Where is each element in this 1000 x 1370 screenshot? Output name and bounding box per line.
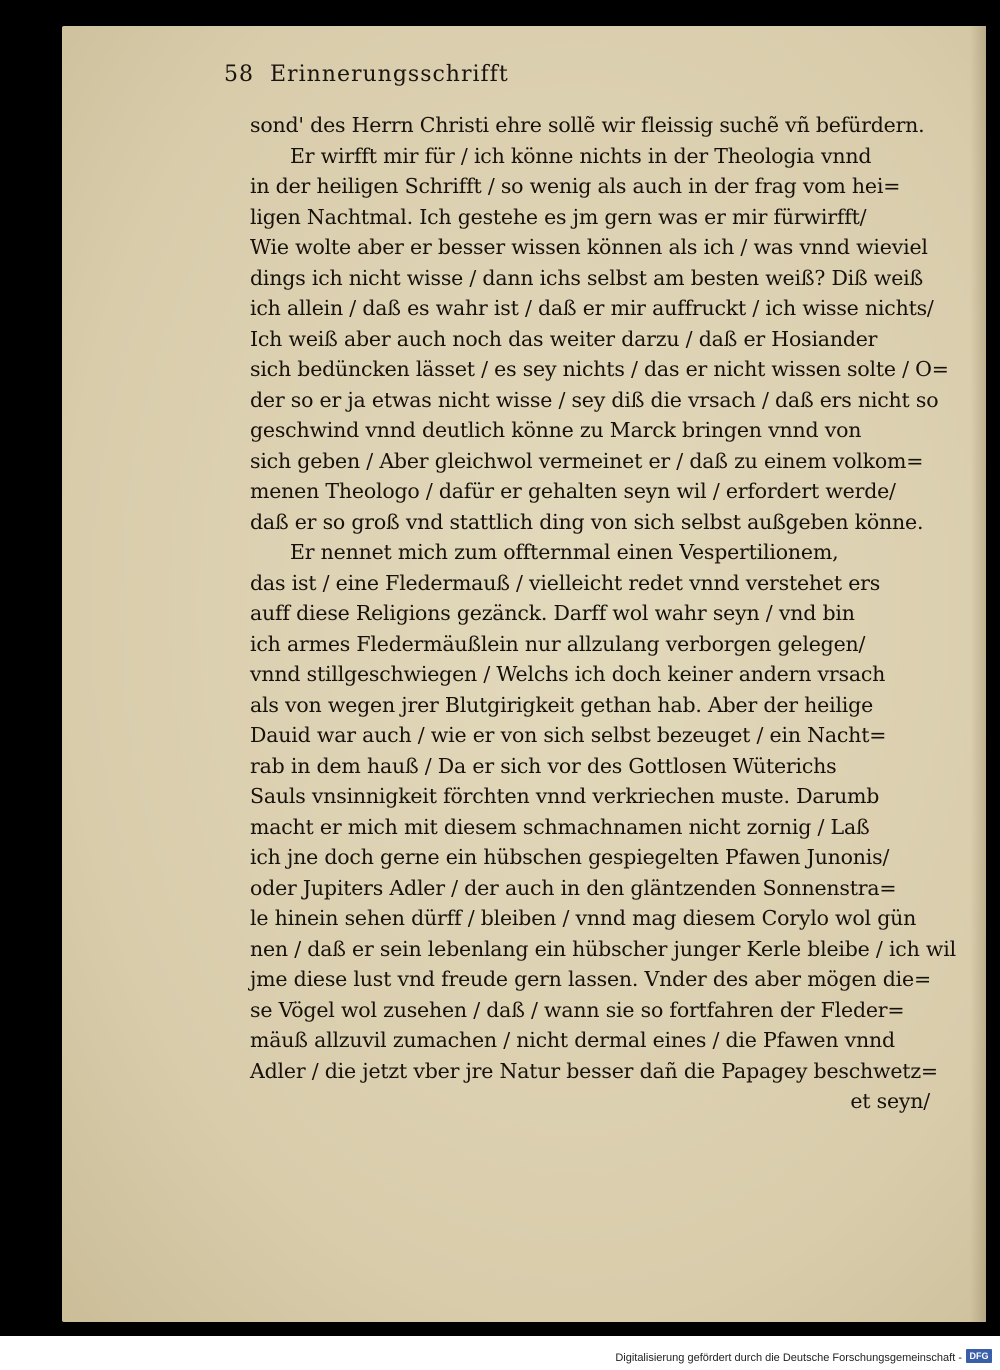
text-line: vnnd stillgeschwiegen / Welchs ich doch keiner andern vrsach [250, 662, 886, 686]
text-line: daß er so groß vnd stattlich ding von sich selbst außgeben könne. [250, 509, 924, 534]
funding-credit: Digitalisierung gefördert durch die Deutsche Forschungsgemeinschaft - [615, 1352, 962, 1364]
text-line: dings ich nicht wisse / dann ichs selbst am besten weiß? Diß weiß [250, 265, 923, 290]
text-line: macht er mich mit diesem schmachnamen nicht zornig / Laß [250, 814, 870, 839]
text-line: Ich weiß aber auch noch das weiter darzu / daß er Hosiander [250, 326, 878, 351]
page-number: 58 [224, 62, 254, 87]
dfg-logo: DFG [966, 1349, 992, 1363]
text-line: ich allein / daß es wahr ist / daß er mir auffruckt / ich wisse nichts/ [250, 296, 934, 320]
text-line: Wie wolte aber er besser wissen können als ich / was vnnd wieviel [250, 235, 928, 259]
text-line: ich armes Fledermäußlein nur allzulang verborgen gelegen/ [250, 631, 866, 656]
catchword-line: et seyn/ [850, 1089, 930, 1113]
text-line: mäuß allzuvil zumachen / nicht dermal eines / die Pfawen vnnd [250, 1028, 895, 1052]
text-line: auff diese Religions gezänck. Darff wol wahr seyn / vnd bin [250, 601, 855, 625]
text-line: Er wirfft mir für / ich könne nichts in der Theologia vnnd [290, 143, 872, 168]
running-title: Erinnerungsschrifft [270, 62, 509, 87]
text-line: geschwind vnnd deutlich könne zu Marck bringen vnnd von [250, 418, 862, 442]
text-line: sich bedüncken lässet / es sey nichts / das er nicht wissen solte / O= [250, 357, 949, 381]
text-line: Adler / die jetzt vber jre Natur besser dañ die Papagey beschwetz= [250, 1058, 938, 1083]
text-line: das ist / eine Fledermauß / vielleicht redet vnnd verstehet ers [250, 570, 881, 595]
text-line: se Vögel wol zusehen / daß / wann sie so fortfahren der Fleder= [250, 997, 905, 1022]
text-line: in der heiligen Schrifft / so wenig als auch in der frag vom hei= [250, 174, 901, 198]
text-line: jme diese lust vnd freude gern lassen. Vnder des aber mögen die= [250, 967, 931, 991]
text-line: le hinein sehen dürff / bleiben / vnnd mag diesem Corylo wol gün [250, 906, 917, 930]
text-line: sond' des Herrn Christi ehre sollẽ wir fleissig suchẽ vñ befürdern. [250, 113, 925, 137]
text-line: nen / daß er sein lebenlang ein hübscher junger Kerle bleibe / ich wil [250, 936, 956, 961]
text-line: menen Theologo / dafür er gehalten seyn wil / erfordert werde/ [250, 479, 896, 503]
text-line: der so er ja etwas nicht wisse / sey diß die vrsach / daß ers nicht so [250, 387, 939, 412]
text-line: ligen Nachtmal. Ich gestehe es jm gern was er mir fürwirfft/ [250, 204, 867, 229]
body-text [250, 110, 956, 1117]
text-line: Dauid war auch / wie er von sich selbst bezeuget / ein Nacht= [250, 723, 887, 747]
text-line: ich jne doch gerne ein hübschen gespiegelten Pfawen Junonis/ [250, 845, 890, 869]
text-line: Sauls vnsinnigkeit förchten vnnd verkriechen muste. Darumb [250, 784, 880, 808]
text-line: rab in dem hauß / Da er sich vor des Gottlosen Wüterichs [250, 753, 837, 778]
page-edge-shadow [970, 26, 986, 1322]
text-line: sich geben / Aber gleichwol vermeinet er / daß zu einem volkom= [250, 448, 924, 473]
footer-bar [0, 1336, 1000, 1370]
text-line: als von wegen jrer Blutgirigkeit gethan hab. Aber der heilige [250, 692, 874, 717]
text-line: oder Jupiters Adler / der auch in den gläntzenden Sonnenstra= [250, 875, 897, 900]
text-line: Er nennet mich zum offternmal einen Vespertilionem, [290, 540, 839, 564]
